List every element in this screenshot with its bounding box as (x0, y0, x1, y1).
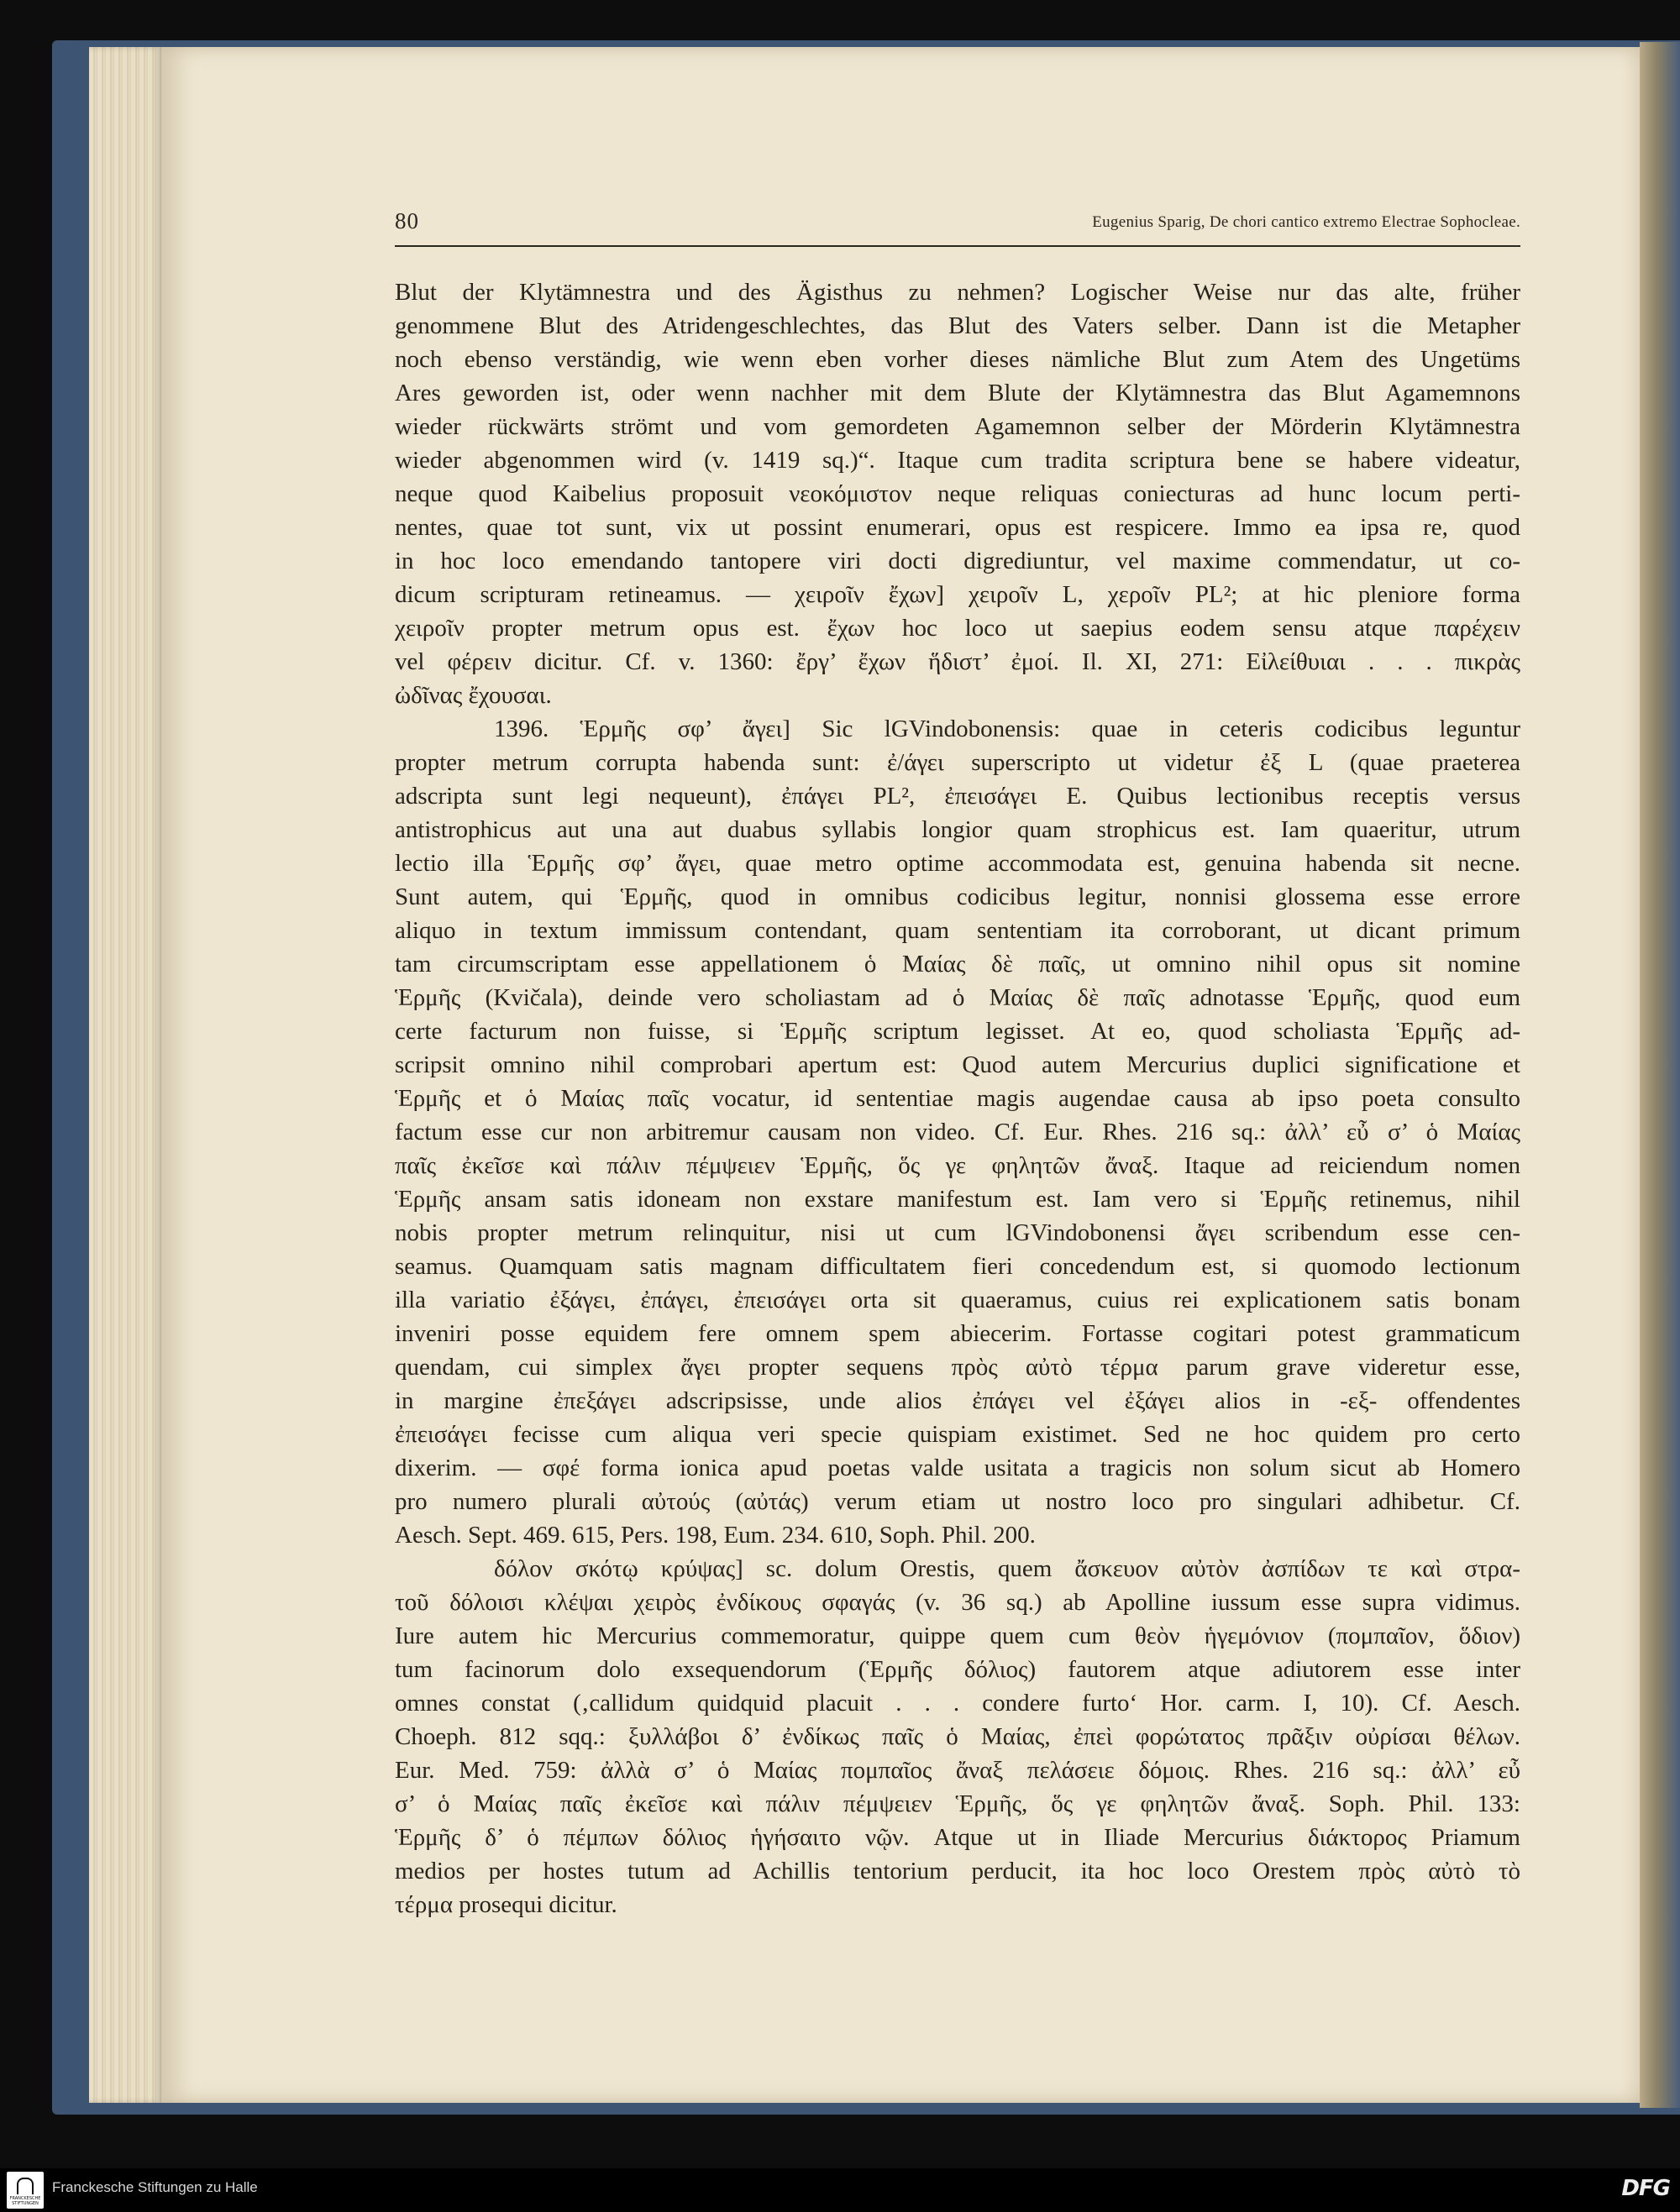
text-line: noch ebenso verständig, wie wenn eben vorher dieses nämliche Blut zum Atem des Ungetüms (395, 346, 1520, 373)
francke-logo-icon[interactable]: FRANCKESCHE STIFTUNGEN (7, 2172, 44, 2209)
text-line: factum esse cur non arbitremur causam non video. Cf. Eur. Rhes. 216 sq.: ἀλλ’ εὖ σ’ ὁ Μαίας (395, 1119, 1520, 1145)
text-line: χειροῖν propter metrum opus est. ἔχων hoc loco ut saepius eodem sensu atque παρέχειν (395, 615, 1520, 642)
text-line: certe facturum non fuisse, si Ἑρμῆς scriptum legisset. At eo, quod scholiasta Ἑρμῆς ad- (395, 1018, 1520, 1045)
text-line: seamus. Quamquam satis magnam difficultatem fieri concedendum est, si quomodo lectionum (395, 1253, 1520, 1280)
footer-bar (0, 2168, 1680, 2212)
text-line: 1396. Ἑρμῆς σφ’ ἄγει] Sic lGVindobonensis: quae in ceteris codicibus leguntur (494, 715, 1520, 742)
text-line: propter metrum corrupta habenda sunt: ἐ/άγει superscripto ut videtur ἐξ L (quae praeterea (395, 749, 1520, 776)
text-line: Ἑρμῆς ansam satis idoneam non exstare manifestum est. Iam vero si Ἑρμῆς retinemus, nihil (395, 1186, 1520, 1213)
text-line: tam circumscriptam esse appellationem ὁ Μαίας δὲ παῖς, ut omnino nihil opus sit nomine (395, 951, 1520, 978)
page-edges (89, 47, 163, 2103)
text-line: in hoc loco emendando tantopere viri docti digrediuntur, vel maxime commendatur, ut co- (395, 548, 1520, 574)
text-line: ἐπεισάγει fecisse cum aliqua veri specie quispiam existimet. Sed ne hoc quidem pro certo (395, 1421, 1520, 1448)
text-line: τέρμα prosequi dicitur. (395, 1891, 617, 1918)
text-line: vel φέρειν dicitur. Cf. v. 1360: ἔργ’ ἔχων ἥδιστ’ ἐμοί. Il. XI, 271: Εἰλείθυιαι . . . πικρὰς (395, 648, 1520, 675)
text-line: ὠδῖνας ἔχουσαι. (395, 682, 552, 709)
text-line: medios per hostes tutum ad Achillis tentorium perducit, ita hoc loco Orestem πρὸς αὐτὸ τὸ (395, 1858, 1520, 1884)
text-line: Ἑρμῆς δ’ ὁ πέμπων δόλιος ἡγήσαιτο νῷν. Atque ut in Iliade Mercurius διάκτορος Priamum (395, 1824, 1520, 1851)
text-line: lectio illa Ἑρμῆς σφ’ ἄγει, quae metro optime accommodata est, genuina habenda sit necne. (395, 850, 1520, 877)
text-line: wieder rückwärts strömt und vom gemordeten Agamemnon selber der Mörderin Klytämnestra (395, 413, 1520, 440)
text-line: dicum scripturam retineamus. — χειροῖν ἔχων] χειροῖν L, χεροῖν PL²; at hic pleniore forma (395, 581, 1520, 608)
text-line: Iure autem hic Mercurius commemoratur, quippe quem cum θεὸν ἡγεμόνιον (πομπαῖον, ὅδιον) (395, 1622, 1520, 1649)
text-line: Ἑρμῆς (Kvičala), deinde vero scholiastam ad ὁ Μαίας δὲ παῖς adnotasse Ἑρμῆς, quod eum (395, 984, 1520, 1011)
text-line: aliquo in textum immissum contendant, quam sententiam ita corroborant, ut dicant primum (395, 917, 1520, 944)
text-line: Aesch. Sept. 469. 615, Pers. 198, Eum. 234. 610, Soph. Phil. 200. (395, 1522, 1036, 1549)
text-line: σ’ ὁ Μαίας παῖς ἐκεῖσε καὶ πάλιν πέμψειεν Ἑρμῆς, ὅς γε φηλητῶν ἄναξ. Soph. Phil. 133: (395, 1790, 1520, 1817)
text-line: omnes constat (‚callidum quidquid placuit . . . condere furto‘ Hor. carm. I, 10). Cf. Aesch. (395, 1690, 1520, 1717)
page-number: 80 (395, 208, 419, 233)
text-line: inveniri posse equidem fere omnem spem abiecerim. Fortasse cogitari potest grammaticum (395, 1320, 1520, 1347)
text-line: genommene Blut des Atridengeschlechtes, das Blut des Vaters selber. Dann ist die Metapher (395, 312, 1520, 339)
text-line: Ἑρμῆς et ὁ Μαίας παῖς vocatur, id sententiae magis augendae causa ab ipso poeta consulto (395, 1085, 1520, 1112)
book-cover-edge (1640, 42, 1680, 2108)
text-line: neque quod Kaibelius proposuit νεοκόμιστον neque reliquas coniecturas ad hunc locum perti- (395, 480, 1520, 507)
text-line: Choeph. 812 sqq.: ξυλλάβοι δ’ ἐνδίκως παῖς ὁ Μαίας, ἐπεὶ φορώτατος πρᾶξιν οὐρίσαι θέλων. (395, 1723, 1520, 1750)
text-line: wieder abgenommen wird (v. 1419 sq.)“. Itaque cum tradita scriptura bene se habere videatur, (395, 447, 1520, 474)
text-line: nobis propter metrum relinquitur, nisi ut cum lGVindobonensi ἄγει scribendum esse cen- (395, 1219, 1520, 1246)
text-line: tum facinorum dolo exsequendorum (Ἑρμῆς δόλιος) fautorem atque adiutorem esse inter (395, 1656, 1520, 1683)
running-head: Eugenius Sparig, De chori cantico extremo Electrae Sophocleae. (1092, 213, 1520, 231)
text-line: illa variatio ἐξάγει, ἐπάγει, ἐπεισάγει orta sit quaeramus, cuius rei explicationem satis bonam (395, 1287, 1520, 1313)
text-line: παῖς ἐκεῖσε καὶ πάλιν πέμψειεν Ἑρμῆς, ὅς γε φηλητῶν ἄναξ. Itaque ad reiciendum nomen (395, 1152, 1520, 1179)
text-line: antistrophicus aut una aut duabus syllabis longior quam strophicus est. Iam quaeritur, utrum (395, 816, 1520, 843)
text-line: Blut der Klytämnestra und des Ägisthus zu nehmen? Logischer Weise nur das alte, früher (395, 279, 1520, 306)
text-line: Sunt autem, qui Ἑρμῆς, quod in omnibus codicibus legitur, nonnisi glossema esse errore (395, 883, 1520, 910)
body-text (395, 275, 1520, 1921)
text-line: nentes, quae tot sunt, vix ut possint enumerari, opus est respicere. Immo ea ipsa re, quod (395, 514, 1520, 541)
text-line: in margine ἐπεξάγει adscripsisse, unde alios ἐπάγει vel ἐξάγει alios in -εξ- offendentes (395, 1387, 1520, 1414)
text-line: Eur. Med. 759: ἀλλὰ σ’ ὁ Μαίας πομπαῖος ἄναξ πελάσειε δόμοις. Rhes. 216 sq.: ἀλλ’ εὖ (395, 1757, 1520, 1784)
text-line: Ares geworden ist, oder wenn nachher mit dem Blute der Klytämnestra das Blut Agamemnons (395, 380, 1520, 406)
footer-institution[interactable]: Franckesche Stiftungen zu Halle (52, 2179, 258, 2195)
page-header (395, 208, 1520, 247)
text-line: dixerim. — σφέ forma ionica apud poetas valde usitata a tragicis non solum sicut ab Homero (395, 1455, 1520, 1481)
dfg-logo[interactable]: DFG (1621, 2176, 1670, 2201)
text-line: δόλον σκότῳ κρύψας] sc. dolum Orestis, quem ἄσκευον αὐτὸν ἀσπίδων τε καὶ στρα- (494, 1555, 1520, 1582)
text-line: τοῦ δόλοισι κλέψαι χειρὸς ἐνδίκους σφαγάς (v. 36 sq.) ab Apolline iussum esse supra vidimus. (395, 1589, 1520, 1616)
text-line: pro numero plurali αὐτούς (αὐτάς) verum etiam ut nostro loco pro singulari adhibetur. Cf. (395, 1488, 1520, 1515)
text-line: quendam, cui simplex ἄγει propter sequens πρὸς αὐτὸ τέρμα parum grave videretur esse, (395, 1354, 1520, 1381)
text-line: scripsit omnino nihil comprobari apertum est: Quod autem Mercurius duplici significatione et (395, 1051, 1520, 1078)
text-line: adscripta sunt legi nequeunt), ἐπάγει PL², ἐπεισάγει E. Quibus lectionibus receptis versus (395, 783, 1520, 810)
